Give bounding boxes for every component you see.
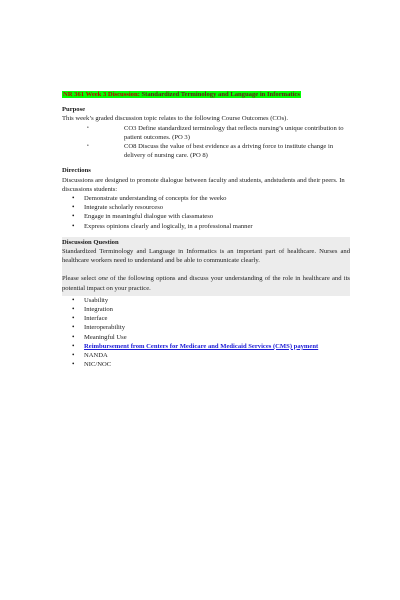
bullet-icon: • xyxy=(72,314,75,323)
bullet-icon: • xyxy=(72,221,75,230)
list-item: • Express opinions clearly and logically, in a professional manner xyxy=(72,221,253,230)
document-title xyxy=(62,90,350,99)
list-item: • Integrate scholarly resourceso xyxy=(72,203,164,212)
option-nanda: • NANDA xyxy=(72,351,108,360)
bullet-icon: • xyxy=(87,125,89,131)
question-paragraph-1: Standardized Terminology and Language in Informatics is an important part of healthcare. Nurses and healthcare workers need to understand and be able to communicate clearly. xyxy=(62,248,350,265)
list-item: • CO3 Define standardized terminology that reflects nursing’s unique contribution to patient outcomes. (PO 3) xyxy=(87,124,344,141)
directions-intro: Discussions are designed to promote dialogue between faculty and students, andstudents and their peers. In discussions students: xyxy=(62,176,345,193)
list-item: • Engage in meaningful dialogue with classmateso xyxy=(72,212,214,221)
course-outcomes-list xyxy=(62,124,350,161)
options-list xyxy=(62,296,350,370)
directions-heading: Directions xyxy=(62,167,91,175)
question-heading: Discussion Question xyxy=(62,238,119,246)
bullet-icon: • xyxy=(72,351,75,360)
list-item: • Demonstrate understanding of concepts for the weeko xyxy=(72,194,227,203)
title-highlight xyxy=(62,91,301,98)
bullet-icon: • xyxy=(87,144,89,150)
title-course-code: NR 361 Week 3 Discussion: xyxy=(63,91,142,98)
bullet-icon: • xyxy=(72,305,75,314)
bullet-icon: • xyxy=(72,360,75,369)
emphasis-one: one xyxy=(98,275,108,283)
option-nic-noc: • NIC/NOC xyxy=(72,360,112,369)
bullet-icon: • xyxy=(72,203,75,212)
option-integration: • Integration xyxy=(72,305,113,314)
bullet-icon: • xyxy=(72,194,75,203)
reimbursement-link[interactable]: Reimbursement from Centers for Medicare and Medicaid Services (CMS) payment xyxy=(84,342,319,350)
bullet-icon: • xyxy=(72,332,75,341)
option-interoperability: • Interoperability xyxy=(72,323,126,332)
question-paragraph-2: Please select one of the following options and discuss your understanding of the role in healthcare and its potential impact on your practice. xyxy=(62,275,350,292)
document-content xyxy=(62,90,350,369)
bullet-icon: • xyxy=(72,323,75,332)
option-reimbursement-link[interactable] xyxy=(62,342,350,351)
list-item: • CO8 Discuss the value of best evidence as a driving force to institute change in delivery of nursing care. (PO 8) xyxy=(87,143,334,160)
option-meaningful-use: • Meaningful Use xyxy=(72,332,127,341)
bullet-icon: • xyxy=(72,295,75,304)
discussion-question-section xyxy=(62,237,350,296)
purpose-heading: Purpose xyxy=(62,106,86,114)
bullet-icon: • xyxy=(72,212,75,221)
option-interface: • Interface xyxy=(72,314,108,323)
purpose-intro: This week’s graded discussion topic relates to the following Course Outcomes (COs). xyxy=(62,115,288,123)
bullet-icon: • xyxy=(72,341,75,350)
directions-list xyxy=(62,194,350,231)
title-topic: Standardized Terminology and Language in Informatics xyxy=(141,91,300,98)
option-usability: • Usability xyxy=(72,295,109,304)
